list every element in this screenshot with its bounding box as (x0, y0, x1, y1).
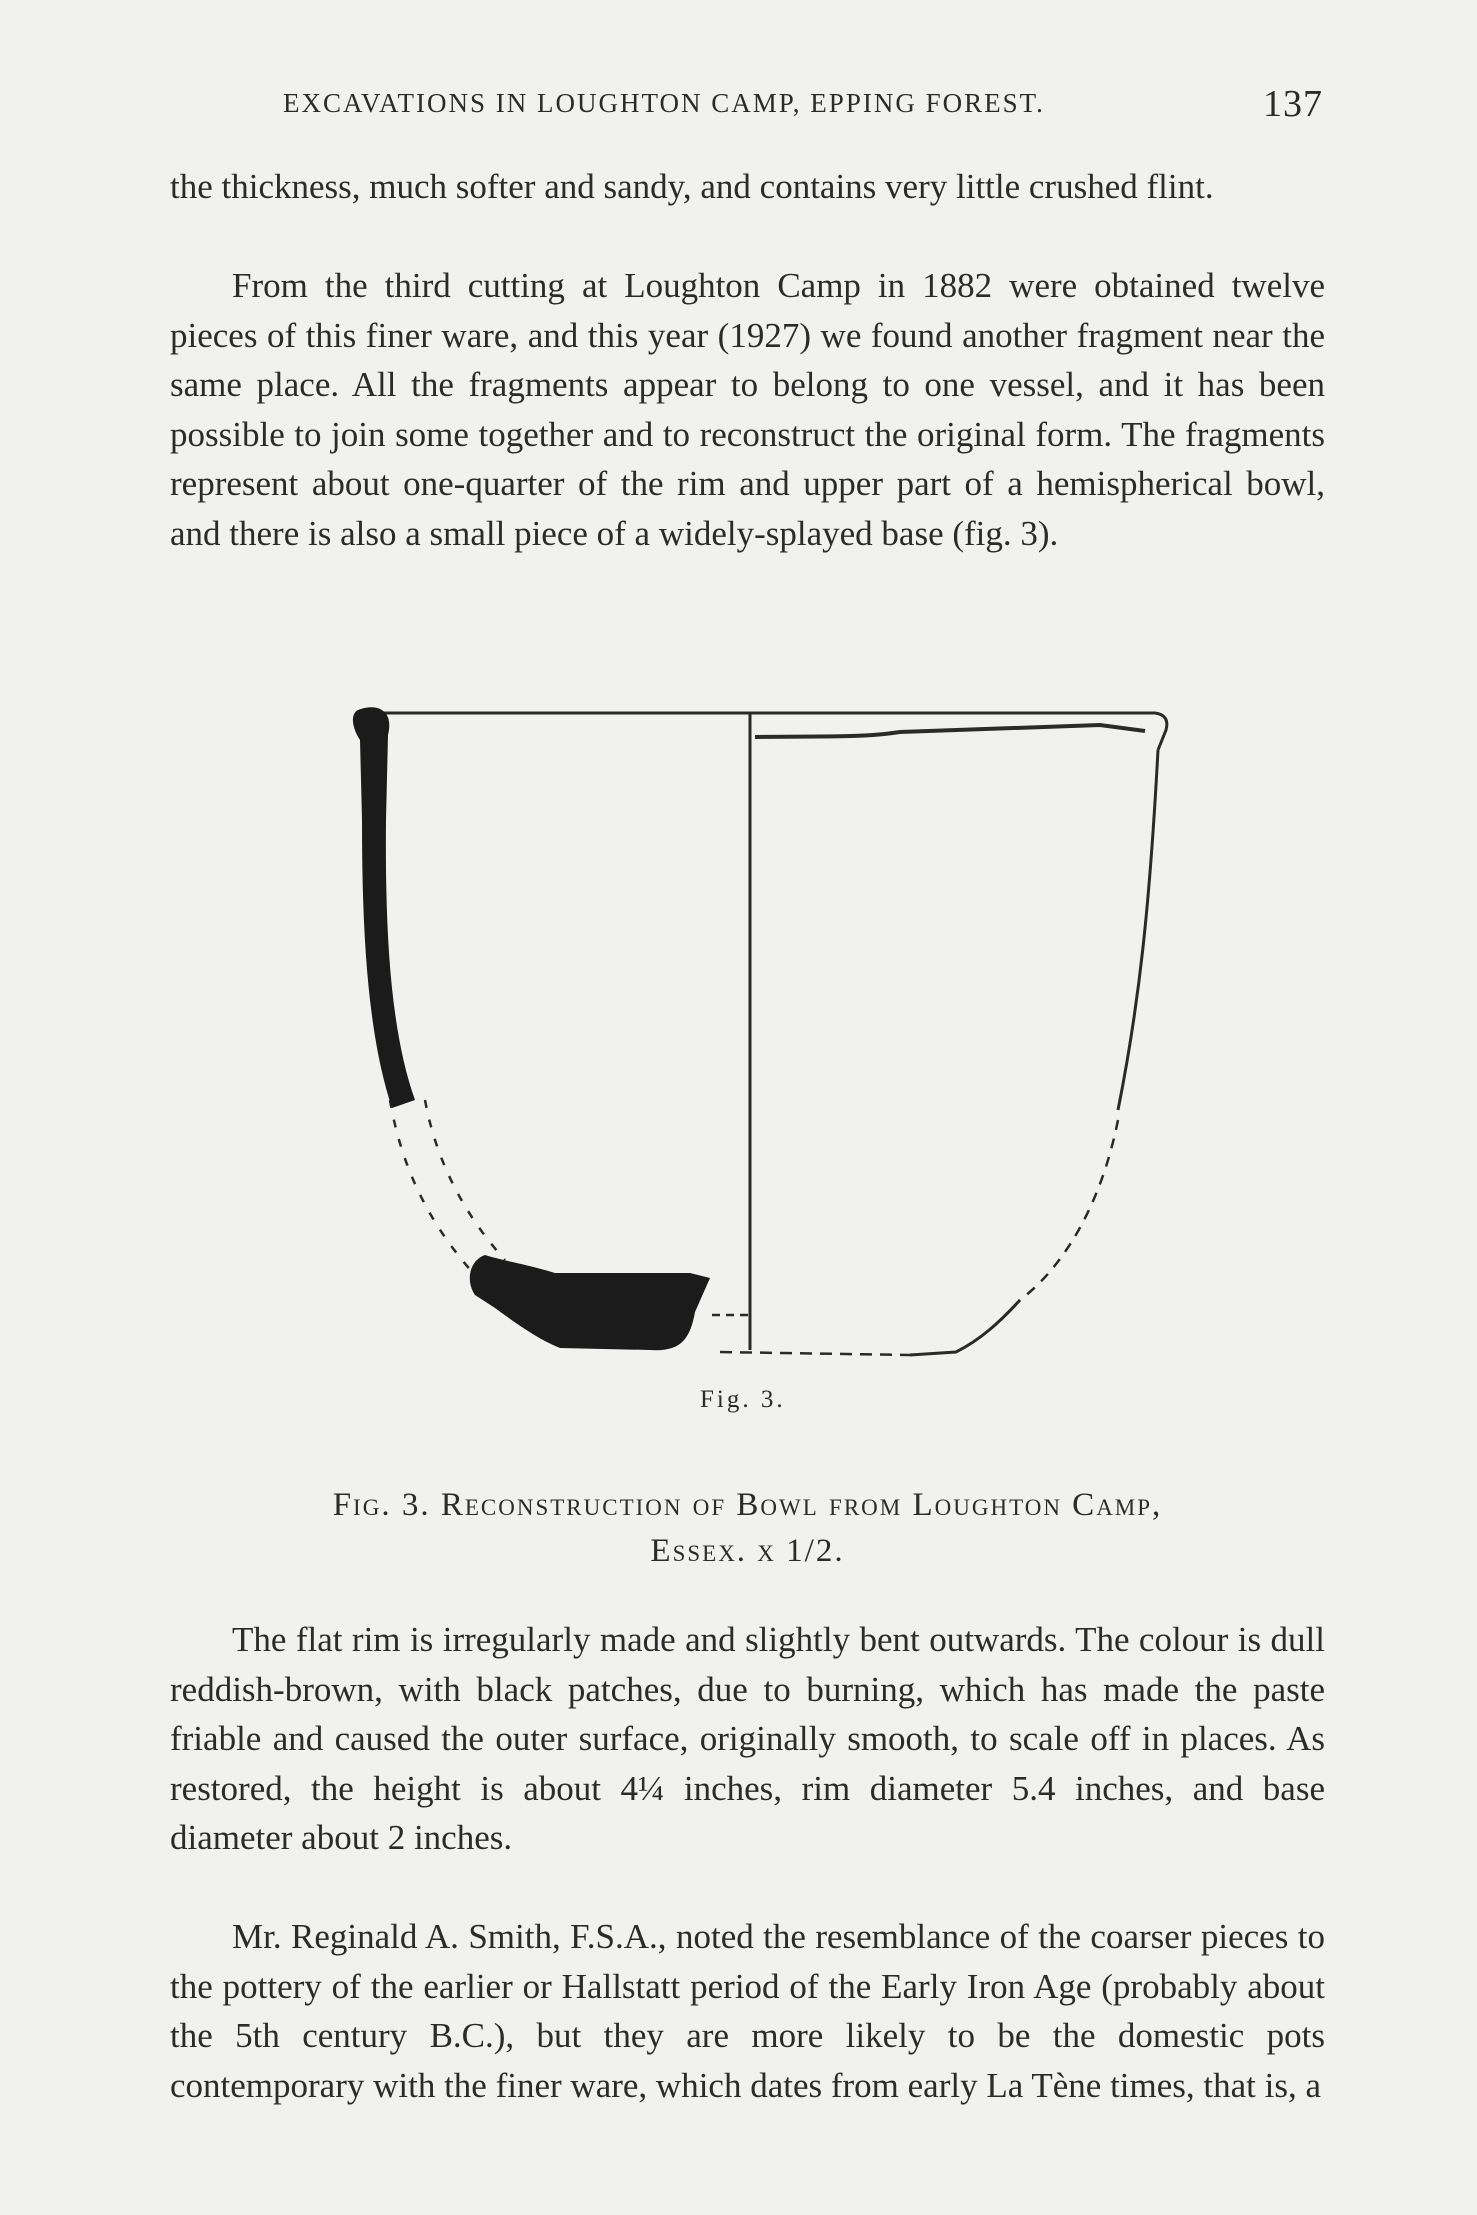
left-outer-restored (390, 1100, 475, 1275)
rim-texture (755, 725, 1145, 737)
base-section-fill (470, 1255, 710, 1350)
figure-label: Fig. 3. (700, 1386, 786, 1413)
rim-line (378, 713, 1167, 750)
caption-line-2: Essex. x 1/2. (650, 1533, 845, 1569)
page-number: 137 (1263, 83, 1323, 125)
left-section-fill (353, 707, 415, 1108)
figure-caption (170, 1482, 1325, 1574)
base-line-restored (720, 1352, 910, 1355)
bowl-reconstruction-figure (300, 700, 1180, 1420)
left-inner-restored (425, 1100, 505, 1260)
paragraph-continuation: the thickness, much softer and sandy, and contains very little crushed flint. (170, 167, 1214, 206)
paragraph-reginald-smith: Mr. Reginald A. Smith, F.S.A., noted the resemblance of the coarser pieces to the pottery of the earlier or Hallstatt period of the Early Iron Age (probably about the 5th century B.C.), but they are more likely to be the domestic pots contemporary with the finer ware, which dates from early La Tène times, that is, a (170, 1917, 1325, 2105)
right-profile-restored (1020, 1120, 1118, 1300)
paragraph-flat-rim: The flat rim is irregularly made and slightly bent outwards. The colour is dull reddish-brown, with black patches, due to burning, which has made the paste friable and caused the outer surface, originally smooth, to scale off in places. As restored, the height is about 4¼ inches, rim diameter 5.4 inches, and base diameter about 2 inches. (170, 1620, 1325, 1857)
right-base-line (910, 1300, 1020, 1355)
caption-line-1: Fig. 3. Reconstruction of Bowl from Loughton Camp, (332, 1487, 1163, 1523)
right-profile (1118, 750, 1158, 1110)
paragraph-third-cutting: From the third cutting at Loughton Camp in 1882 were obtained twelve pieces of this finer ware, and this year (1927) we found another fragment near the same place. All the fragments appear to belong to one vessel, and it has been possible to join some together and to reconstruct the original form. The fragments represent about one-quarter of the rim and upper part of a hemispherical bowl, and there is also a small piece of a widely-splayed base (fig. 3). (170, 266, 1325, 553)
running-title: EXCAVATIONS IN LOUGHTON CAMP, EPPING FOREST. (283, 88, 1045, 118)
